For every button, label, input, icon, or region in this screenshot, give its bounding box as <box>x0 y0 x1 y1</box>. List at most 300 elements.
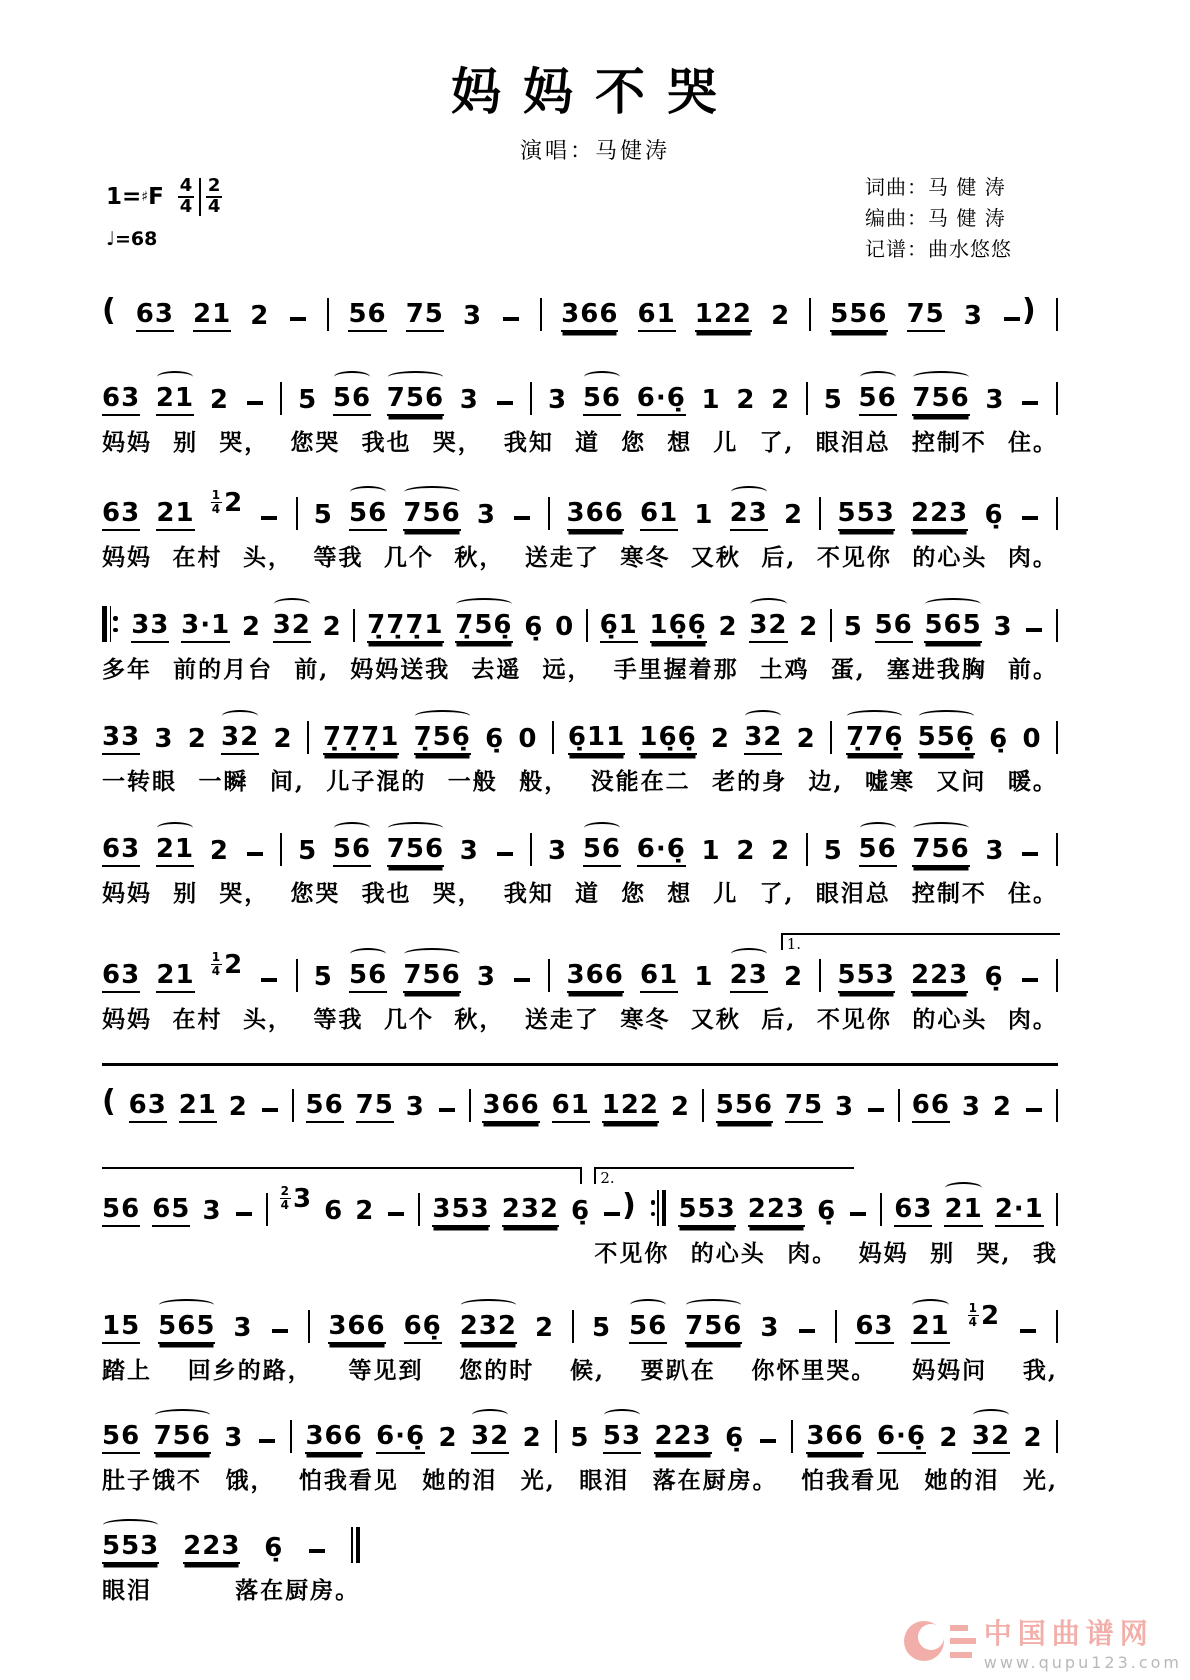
sharp-accidental: ♯ <box>141 189 149 205</box>
barline <box>540 298 542 331</box>
lyrics-line <box>102 1352 1058 1385</box>
lyric-group: 住。 <box>1007 429 1058 456</box>
note-token: 6̣ <box>725 1423 745 1453</box>
lyric-group: 哭， <box>432 880 483 907</box>
note-token: 0 <box>1022 724 1042 754</box>
note-token: 56 <box>349 500 387 531</box>
meter-separator <box>199 178 201 216</box>
duration-dash <box>503 317 519 321</box>
note-token: 6·6̣ <box>376 1423 425 1454</box>
note-token: 1 <box>701 836 721 866</box>
lyric-group: 的心头 <box>690 1240 766 1267</box>
note-token: 2 <box>710 724 730 754</box>
lyric-group: 蛋, <box>830 656 866 683</box>
lyric-group: 肉。 <box>1007 544 1058 571</box>
dot <box>113 616 118 621</box>
barline <box>819 959 821 992</box>
lyric-group: 道 <box>574 880 600 907</box>
lyric-group: 哭， <box>432 429 483 456</box>
lyric-group: 没能在二 <box>590 768 691 795</box>
note-token: 56 <box>583 836 621 867</box>
phrase-paren: ) <box>1021 293 1037 328</box>
barline <box>290 1420 292 1453</box>
lyrics-line <box>102 1235 1058 1268</box>
note-token: $\frac{2}{4}$ 3 <box>280 1183 313 1214</box>
music-system <box>102 713 1058 825</box>
lyric-group: 别 <box>173 429 199 456</box>
barline <box>296 497 298 530</box>
barline <box>1056 1310 1058 1343</box>
lyric-group: 等见到 <box>348 1357 424 1384</box>
note-token: 2 <box>250 301 270 331</box>
volta-line <box>102 1063 1058 1081</box>
lyric-group: 嘘寒 <box>864 768 915 795</box>
lyric-group: 她的泪 <box>422 1467 498 1494</box>
note-token: 6̣11 <box>568 724 625 755</box>
note-token: 2 <box>796 724 816 754</box>
note-token: 6̣ <box>989 724 1009 754</box>
lyric-group: 边, <box>808 768 844 795</box>
lyric-group: 哭， <box>219 880 270 907</box>
note-token: 3 <box>835 1092 855 1122</box>
lyric-group: 您 <box>621 429 647 456</box>
note-token: 565 <box>924 612 981 643</box>
lyric-group: 又秋 <box>690 544 741 571</box>
dash-and-paren <box>602 1188 637 1227</box>
lyric-group: 的心头 <box>912 1006 988 1033</box>
duration-dash <box>1022 516 1038 520</box>
barline <box>880 1193 882 1226</box>
lyric-group: 去遥 <box>471 656 522 683</box>
lyric-group: 前, <box>294 656 330 683</box>
note-token: 63 <box>129 1092 167 1123</box>
volta-bracket-1 <box>781 933 1060 953</box>
note-token: 366 <box>482 1092 539 1123</box>
key-prefix: 1= <box>106 184 142 210</box>
time-signature: $\frac{2}{4}$ <box>207 175 221 217</box>
note-token: 2 <box>355 1196 375 1226</box>
barline <box>572 1310 574 1343</box>
lyric-group: 眼泪 <box>102 1577 152 1604</box>
note-token: 7̣56̣ <box>414 724 471 755</box>
credits-block <box>865 172 1012 265</box>
lyric-group: 眼泪总 <box>815 880 891 907</box>
performer-line: 演唱：马健涛 <box>519 139 670 164</box>
lyric-group: 一般 <box>447 768 498 795</box>
phrase-paren: ( <box>102 293 117 328</box>
barline <box>327 298 329 331</box>
note-token: 16̣6̣ <box>650 612 707 643</box>
note-token: 2 <box>799 612 819 642</box>
lyric-group: 您的时 <box>459 1357 535 1384</box>
note-token: 756 <box>912 385 969 416</box>
note-token: 32 <box>744 724 782 755</box>
lyric-group: 她的泪 <box>924 1467 1000 1494</box>
barline <box>292 1089 294 1122</box>
lyric-group: 您 <box>621 880 647 907</box>
note-token: 3 <box>961 1092 981 1122</box>
duration-dash <box>261 516 277 520</box>
note-token: 756 <box>912 836 969 867</box>
barline <box>530 382 532 415</box>
note-token: 0 <box>518 724 538 754</box>
note-token: 56 <box>306 1092 344 1123</box>
note-token: 3 <box>993 612 1013 642</box>
note-token: 2 <box>241 612 261 642</box>
barline <box>835 1310 837 1343</box>
duration-dash <box>850 1212 866 1216</box>
barline <box>548 959 550 992</box>
note-token: 2 <box>771 385 791 415</box>
note-token: 21 <box>944 1196 982 1227</box>
lyric-group: 一转眼 <box>102 768 177 795</box>
lyric-group: 在村 <box>172 1006 223 1033</box>
note-token: 2 <box>670 1092 690 1122</box>
note-token: 53 <box>603 1423 641 1454</box>
note-token: 32 <box>749 612 787 643</box>
barline <box>280 382 282 415</box>
note-token: 6̣ <box>485 724 505 754</box>
note-token: 756 <box>154 1423 211 1454</box>
duration-dash <box>247 401 263 405</box>
lyric-group: 前。 <box>1007 656 1058 683</box>
note-token: 63 <box>102 962 140 993</box>
note-token: 2 <box>784 962 804 992</box>
note-token: 56 <box>349 962 387 993</box>
lyric-group: 您哭 <box>290 880 341 907</box>
note-token: 6̣ <box>984 500 1004 530</box>
note-token: 21 <box>179 1092 217 1123</box>
note-token: 0 <box>555 612 575 642</box>
barline <box>353 609 355 642</box>
music-system <box>102 601 1058 713</box>
lyric-group: 后, <box>761 1006 797 1033</box>
barline <box>806 833 808 866</box>
music-system <box>102 489 1058 601</box>
lyric-group: 眼泪总 <box>815 429 891 456</box>
note-token: 756 <box>685 1313 742 1344</box>
lyric-group: 头， <box>242 544 293 571</box>
note-token: 15 <box>102 1313 140 1344</box>
note-token: 61 <box>638 301 676 332</box>
barline <box>806 382 808 415</box>
note-token: 21 <box>156 385 194 416</box>
lyric-group: 光, <box>520 1467 556 1494</box>
duration-dash <box>388 1212 404 1216</box>
note-token: 756 <box>387 836 444 867</box>
duration-dash <box>1004 317 1020 321</box>
lyric-group: 我, <box>1022 1357 1058 1384</box>
note-token: 1 <box>694 962 714 992</box>
note-token: 6̣ <box>984 962 1004 992</box>
lyric-group: 控制不 <box>911 429 987 456</box>
lyrics-line <box>102 1001 1058 1034</box>
note-token: 3 <box>202 1196 222 1226</box>
barline <box>830 609 832 642</box>
notation-line <box>102 601 1058 643</box>
note-token: 553 <box>102 1533 159 1564</box>
barline <box>1056 833 1058 866</box>
note-token: 5 <box>298 836 318 866</box>
note-token: 556̣ <box>918 724 975 755</box>
note-token: 3 <box>476 500 496 530</box>
note-token: 63 <box>102 385 140 416</box>
note-token: $\frac{1}{4}$ 2 <box>211 487 244 518</box>
note-token: 223 <box>183 1533 240 1564</box>
note-token: 2 <box>438 1423 458 1453</box>
barline <box>280 833 282 866</box>
note-token: 63 <box>102 836 140 867</box>
note-token: 66̣ <box>404 1313 442 1344</box>
music-system <box>102 935 1058 1081</box>
note-token: 565 <box>158 1313 215 1344</box>
duration-dash <box>868 1108 884 1112</box>
note-token: 56 <box>875 612 913 643</box>
lyric-group: 想 <box>667 429 693 456</box>
lyric-group: 几个 <box>383 1006 434 1033</box>
lyric-group: 多年 <box>102 656 152 683</box>
bar-stroke <box>662 1190 667 1226</box>
notation-line <box>102 1185 1058 1227</box>
note-token: 2 <box>522 1423 542 1453</box>
duration-dash <box>236 1212 252 1216</box>
barline <box>809 298 811 331</box>
lyric-group: 后, <box>761 544 797 571</box>
barline <box>791 1420 793 1453</box>
tempo-marking: ♩=68 <box>106 228 158 250</box>
lyric-group: 妈妈问 <box>912 1357 988 1384</box>
note-token: 6 <box>324 1196 344 1226</box>
music-system <box>102 290 1058 374</box>
note-token: 3 <box>476 962 496 992</box>
note-token: 2 <box>187 724 207 754</box>
note-token: 756 <box>387 385 444 416</box>
note-token: 32 <box>273 612 311 643</box>
note-token: $\frac{1}{4}$ 2 <box>211 949 244 980</box>
note-token: 5 <box>823 385 843 415</box>
lyric-group: 间, <box>269 768 305 795</box>
note-token: 6̣ <box>571 1196 591 1226</box>
lyric-group: 别 <box>930 1240 956 1267</box>
duration-dash <box>1022 401 1038 405</box>
lyric-group: 回乡的路， <box>187 1357 313 1384</box>
bar-stroke <box>356 1527 361 1563</box>
lyric-group: 前的月台 <box>173 656 274 683</box>
note-token: 3 <box>154 724 174 754</box>
note-token: 6·6̣ <box>877 1423 926 1454</box>
barline <box>555 1420 557 1453</box>
duration-dash <box>272 1329 288 1333</box>
note-token: 2 <box>771 301 791 331</box>
note-token: 7̣76̣ <box>846 724 903 755</box>
duration-dash <box>1020 1329 1036 1333</box>
lyric-group: 塞进我胸 <box>886 656 987 683</box>
duration-dash <box>262 1108 278 1112</box>
note-token: 21 <box>156 836 194 867</box>
note-token: 553 <box>678 1196 735 1227</box>
note-token: 33 <box>102 724 140 755</box>
lyric-group: 住。 <box>1007 880 1058 907</box>
duration-dash <box>514 516 530 520</box>
lyric-group: 落在厨房。 <box>235 1577 361 1604</box>
barline <box>469 1089 471 1122</box>
barline <box>586 609 588 642</box>
music-system <box>102 1412 1058 1522</box>
lyric-group: 等我 <box>313 1006 364 1033</box>
lyric-group: 送走了 <box>524 544 600 571</box>
note-token: 7̣56̣ <box>455 612 512 643</box>
note-token: 553 <box>838 962 895 993</box>
note-token: 353 <box>432 1196 489 1227</box>
note-token: $\frac{1}{4}$ 2 <box>968 1300 1001 1331</box>
lyric-group: 暖。 <box>1007 768 1058 795</box>
credit-transcription: 记谱：曲水悠悠 <box>865 237 1012 261</box>
duration-dash <box>604 1212 620 1216</box>
duration-dash <box>439 1108 455 1112</box>
dash-and-paren <box>1002 293 1037 332</box>
note-token: 75 <box>406 301 444 332</box>
duration-dash <box>760 1439 776 1443</box>
barline <box>296 959 298 992</box>
key-signature <box>106 176 226 218</box>
repeat-dots <box>651 1200 656 1216</box>
lyric-group: 饿， <box>225 1467 276 1494</box>
music-system <box>102 1169 1058 1302</box>
lyric-group: 道 <box>574 429 600 456</box>
barline <box>898 1089 900 1122</box>
note-token: 556 <box>830 301 887 332</box>
lyric-group: 踏上 <box>102 1357 152 1384</box>
note-token: 3 <box>233 1313 253 1343</box>
note-token: 6̣1 <box>600 612 638 643</box>
lyrics-line <box>102 424 1058 457</box>
lyric-group: 儿 <box>713 429 739 456</box>
note-token: 6·6̣ <box>637 385 686 416</box>
duration-dash <box>799 1329 815 1333</box>
barline <box>702 1089 704 1122</box>
lyric-group: 怕我看见 <box>298 1467 399 1494</box>
music-system <box>102 374 1058 489</box>
note-token: 2 <box>1023 1423 1043 1453</box>
song-title: 妈妈不哭 <box>451 62 739 121</box>
note-token: 3 <box>548 836 568 866</box>
lyric-group: 落在厨房。 <box>652 1467 778 1494</box>
barline <box>552 721 554 754</box>
note-token: 33 <box>131 612 169 643</box>
notation-line <box>102 489 1058 531</box>
barline <box>418 1193 420 1226</box>
barline <box>1056 1089 1058 1122</box>
note-token: 21 <box>156 500 194 531</box>
lyric-group: 土鸡 <box>759 656 810 683</box>
barline <box>1056 497 1058 530</box>
credit-arrangement: 编曲：马 健 涛 <box>865 206 1006 230</box>
dot <box>113 628 118 633</box>
phrase-paren: ) <box>622 1188 637 1223</box>
bar-stroke <box>351 1527 353 1563</box>
note-token: 56 <box>859 836 897 867</box>
key-and-tempo <box>106 176 226 250</box>
lyric-group: 光, <box>1022 1467 1058 1494</box>
lyric-group: 般， <box>519 768 570 795</box>
note-token: 366 <box>567 500 624 531</box>
lyrics-line <box>102 651 1058 684</box>
inline-meter-change: $\frac{2}{4}$ <box>280 1183 290 1212</box>
note-token: 366 <box>305 1423 362 1454</box>
bar-stroke <box>657 1190 659 1226</box>
lyric-group: 妈妈 <box>102 429 152 456</box>
note-token: 63 <box>894 1196 932 1227</box>
time-signatures <box>174 177 227 217</box>
lyric-group: 秋， <box>454 544 505 571</box>
barline <box>1056 959 1058 992</box>
notation-line <box>102 1522 360 1564</box>
note-token: 2 <box>736 836 756 866</box>
note-token: 756 <box>403 500 460 531</box>
lyric-group: 我知 <box>503 880 554 907</box>
barline <box>266 1193 268 1226</box>
lyric-group: 儿 <box>713 880 739 907</box>
lyric-group: 我也 <box>361 429 412 456</box>
lyric-group: 不见你 <box>594 1240 670 1267</box>
note-token: 56 <box>102 1196 140 1227</box>
note-token: 56 <box>333 385 371 416</box>
lyrics-line <box>102 763 1058 796</box>
note-token: 63 <box>855 1313 893 1344</box>
lyric-group: 不见你 <box>816 1006 892 1033</box>
note-token: 3·1 <box>181 612 230 643</box>
lyric-group: 又问 <box>936 768 987 795</box>
note-token: 366 <box>806 1423 863 1454</box>
note-token: 2 <box>228 1092 248 1122</box>
note-token: 223 <box>911 500 968 531</box>
note-token: 21 <box>911 1313 949 1344</box>
lyric-group: 想 <box>667 880 693 907</box>
notation-line <box>102 1081 1058 1123</box>
lyric-group: 了, <box>759 880 795 907</box>
lyric-group: 儿子混的 <box>326 768 427 795</box>
note-token: 66 <box>912 1092 950 1123</box>
note-token: 366 <box>567 962 624 993</box>
note-token: 223 <box>748 1196 805 1227</box>
note-token: 2 <box>209 385 229 415</box>
note-token: 5 <box>570 1423 590 1453</box>
lyric-group: 几个 <box>383 544 434 571</box>
note-token: 5 <box>313 962 333 992</box>
lyric-group: 候, <box>569 1357 605 1384</box>
bar-stroke <box>102 606 107 642</box>
lyric-group: 手里握着那 <box>613 656 739 683</box>
note-token: 65 <box>152 1196 190 1227</box>
repeat-mark <box>102 606 120 642</box>
dot <box>651 1212 656 1217</box>
credit-lyrics-music: 词曲：马 健 涛 <box>865 175 1006 199</box>
note-token: 3 <box>459 836 479 866</box>
note-token: 2 <box>322 612 342 642</box>
note-token: 2 <box>273 724 293 754</box>
note-token: 6̣ <box>264 1533 284 1563</box>
lyrics-line <box>102 1572 360 1605</box>
lyrics-line <box>102 1462 1058 1495</box>
note-token: 3 <box>548 385 568 415</box>
lyric-group: 寒冬 <box>620 544 671 571</box>
duration-dash <box>497 401 513 405</box>
lyric-group: 您哭 <box>290 429 341 456</box>
note-token: 223 <box>911 962 968 993</box>
lyric-group: 的心头 <box>912 544 988 571</box>
lyric-group: 眼泪 <box>579 1467 630 1494</box>
note-token: 56 <box>859 385 897 416</box>
